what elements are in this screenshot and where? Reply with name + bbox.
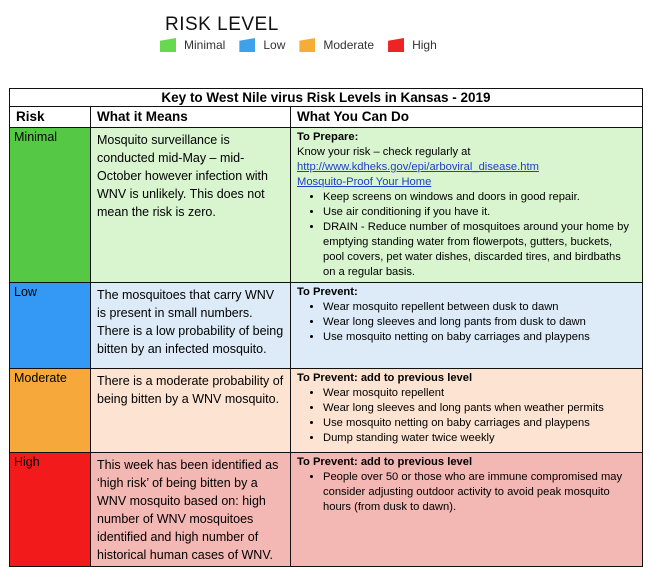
legend-label-high: High (412, 38, 437, 52)
bullet-list (297, 190, 636, 280)
legend-item-minimal (160, 38, 225, 52)
column-header-what-it-means: What it Means (91, 107, 291, 128)
means-cell-high: This week has been identified as ‘high risk’ of being bitten by a WNV mosquito based on: high number of WNV mosquitoes identified and high number of historical human cases of WNV. (91, 453, 291, 567)
risk-cell-minimal: Minimal (10, 128, 91, 283)
legend-swatch-moderate (299, 38, 315, 52)
risk-cell-low: Low (10, 283, 91, 369)
legend-item-high (388, 38, 437, 52)
list-item: • Use mosquito netting on baby carriages and playpens (323, 416, 636, 431)
legend-label-moderate: Moderate (323, 38, 375, 52)
means-cell-minimal: Mosquito surveillance is conducted mid-May – mid-October however infection with WNV is unlikely. This does not mean the risk is zero. (91, 128, 291, 283)
means-cell-moderate: There is a moderate probability of being bitten by a WNV mosquito. (91, 369, 291, 453)
list-item: • People over 50 or those who are immune compromised may consider adjusting outdoor activity to avoid peak mosquito hours (from dusk to dawn). (323, 470, 636, 515)
list-item: • Keep screens on windows and doors in good repair. (323, 190, 636, 205)
means-cell-low: The mosquitoes that carry WNV is present in small numbers. There is a low probability of being bitten by an infected mosquito. (91, 283, 291, 369)
legend-item-moderate (299, 38, 374, 52)
kdheks-arboviral-link[interactable]: http://www.kdheks.gov/epi/arboviral_disease.htm (297, 161, 539, 173)
list-item: • DRAIN - Reduce number of mosquitoes around your home by emptying standing water from flowerpots, gutters, buckets, pool covers, pet water dishes, discarded tires, and birdbaths on a regular basis. (323, 220, 636, 280)
risk-level-table (9, 88, 643, 567)
column-header-what-you-can-do: What You Can Do (291, 107, 643, 128)
table-caption: Key to West Nile virus Risk Levels in Kansas - 2019 (10, 89, 643, 107)
todo-heading: To Prevent: add to previous level (297, 456, 473, 468)
todo-heading: To Prepare: (297, 131, 359, 143)
list-item: • Wear mosquito repellent (323, 386, 636, 401)
todo-cell-high (291, 453, 643, 567)
legend-swatch-high (388, 38, 404, 52)
list-item: • Wear long sleeves and long pants from dusk to dawn (323, 315, 636, 330)
legend-item-low (239, 38, 285, 52)
list-item: • Wear long sleeves and long pants when weather permits (323, 401, 636, 416)
legend-label-low: Low (263, 38, 286, 52)
bullet-list (297, 386, 636, 446)
todo-heading: To Prevent: (297, 286, 358, 298)
list-item: • Use air conditioning if you have it. (323, 205, 636, 220)
table-row-low (10, 283, 643, 369)
todo-cell-minimal (291, 128, 643, 283)
table-row-moderate (10, 369, 643, 453)
legend-label-minimal: Minimal (184, 38, 226, 52)
bullet-list (297, 300, 636, 345)
mosquito-proof-home-link[interactable]: Mosquito-Proof Your Home (297, 176, 432, 188)
list-item: • Wear mosquito repellent between dusk to dawn (323, 300, 636, 315)
risk-cell-high: High (10, 453, 91, 567)
todo-cell-moderate (291, 369, 643, 453)
table-row-high (10, 453, 643, 567)
todo-cell-low (291, 283, 643, 369)
list-item: • Use mosquito netting on baby carriages and playpens (323, 330, 636, 345)
todo-text: Know your risk – check regularly at (297, 146, 471, 158)
table-row-minimal (10, 128, 643, 283)
list-item: • Dump standing water twice weekly (323, 431, 636, 446)
legend-title: RISK LEVEL (165, 14, 279, 35)
risk-legend (160, 38, 451, 52)
column-header-risk: Risk (10, 107, 91, 128)
legend-swatch-low (239, 38, 255, 52)
legend-swatch-minimal (160, 38, 176, 52)
bullet-list (297, 470, 636, 515)
todo-heading: To Prevent: add to previous level (297, 372, 473, 384)
risk-cell-moderate: Moderate (10, 369, 91, 453)
